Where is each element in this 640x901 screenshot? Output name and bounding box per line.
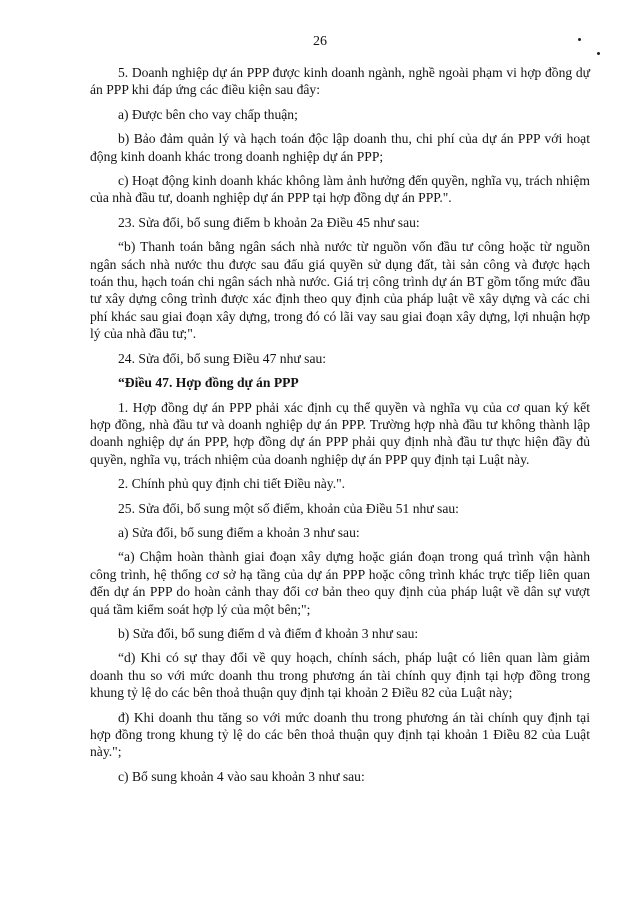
document-body [90, 64, 590, 792]
paragraph-item-24: 24. Sửa đổi, bổ sung Điều 47 như sau: [118, 350, 327, 366]
paragraph-point-a: a) Được bên cho vay chấp thuận; [118, 106, 298, 122]
paragraph-quote-point-a: “a) Chậm hoàn thành giai đoạn xây dựng hoặc gián đoạn trong quá trình vận hành công trình, hệ thống cơ sở hạ tầng của dự án PPP hoặc công trình khác trực tiếp liên quan đến dự án PPP do hoàn cảnh thay đổi cơ bản theo quy định của pháp luật về dân sự vượt quá tầm kiểm soát hợp lý của một bên;"; [90, 549, 590, 617]
paragraph-quote-point-dd: đ) Khi doanh thu tăng so với mức doanh thu trong phương án tài chính quy định tại hợp đồng trong khung tỷ lệ do các bên thoả thuận quy định tại khoản 1 Điều 82 của Luật này."; [90, 709, 590, 760]
paragraph-amend-point-d: b) Sửa đổi, bổ sung điểm d và điểm đ khoản 3 như sau: [118, 625, 419, 641]
paragraph-item-23: 23. Sửa đổi, bổ sung điểm b khoản 2a Điều 45 như sau: [118, 214, 420, 230]
paragraph-add-clause-4: c) Bổ sung khoản 4 vào sau khoản 3 như sau: [118, 768, 365, 784]
paragraph-article-47-clause-2: 2. Chính phủ quy định chi tiết Điều này.". [118, 476, 346, 492]
paragraph-quote-point-d: “d) Khi có sự thay đổi về quy hoạch, chính sách, pháp luật có liên quan làm giảm doanh thu so với mức doanh thu trong phương án tài chính quy định tại hợp đồng trong khung tỷ lệ do các bên thoả thuận quy định tại khoản 2 Điều 82 của Luật này; [90, 650, 590, 701]
scan-speck [578, 38, 581, 41]
paragraph-point-c: c) Hoạt động kinh doanh khác không làm ảnh hưởng đến quyền, nghĩa vụ, trách nhiệm của nhà đầu tư, doanh nghiệp dự án PPP tại hợp đồng dự án PPP.". [90, 173, 590, 206]
paragraph-amend-point-a: a) Sửa đổi, bổ sung điểm a khoản 3 như sau: [118, 524, 360, 540]
paragraph-clause-5: 5. Doanh nghiệp dự án PPP được kinh doanh ngành, nghề ngoài phạm vi hợp đồng dự án PPP khi đáp ứng các điều kiện sau đây: [90, 65, 590, 98]
scan-speck [597, 52, 600, 55]
paragraph-quote-point-b: “b) Thanh toán bằng ngân sách nhà nước từ nguồn vốn đầu tư công hoặc từ nguồn ngân sách nhà nước thu được sau đấu giá quyền sử dụng đất, tài sản công và được hạch toán thu, hạch toán chi ngân sách nhà nước. Giá trị công trình dự án BT gồm tổng mức đầu tư xây dựng công trình được xác định theo quy định của pháp luật về xây dựng và các chi phí khác sau giai đoạn xây dựng, trong đó có lãi vay sau giai đoạn xây dựng, lợi nhuận hợp lý của nhà đầu tư;". [90, 239, 590, 342]
paragraph-point-b: b) Bảo đảm quản lý và hạch toán độc lập doanh thu, chi phí của dự án PPP với hoạt động kinh doanh khác trong doanh nghiệp dự án PPP; [90, 131, 590, 164]
page-number: 26 [313, 34, 327, 49]
paragraph-article-47-clause-1: 1. Hợp đồng dự án PPP phải xác định cụ thể quyền và nghĩa vụ của cơ quan ký kết hợp đồng, nhà đầu tư và doanh nghiệp dự án PPP. Trường hợp nhà đầu tư không thành lập doanh nghiệp dự án PPP, hợp đồng dự án PPP phải quy định nhà đầu tư thực hiện đầy đủ quyền, nghĩa vụ, trách nhiệm của doanh nghiệp dự án PPP quy định tại Luật này. [90, 399, 590, 467]
paragraph-item-25: 25. Sửa đổi, bổ sung một số điểm, khoản của Điều 51 như sau: [118, 500, 459, 516]
article-47-heading: “Điều 47. Hợp đồng dự án PPP [118, 375, 299, 391]
